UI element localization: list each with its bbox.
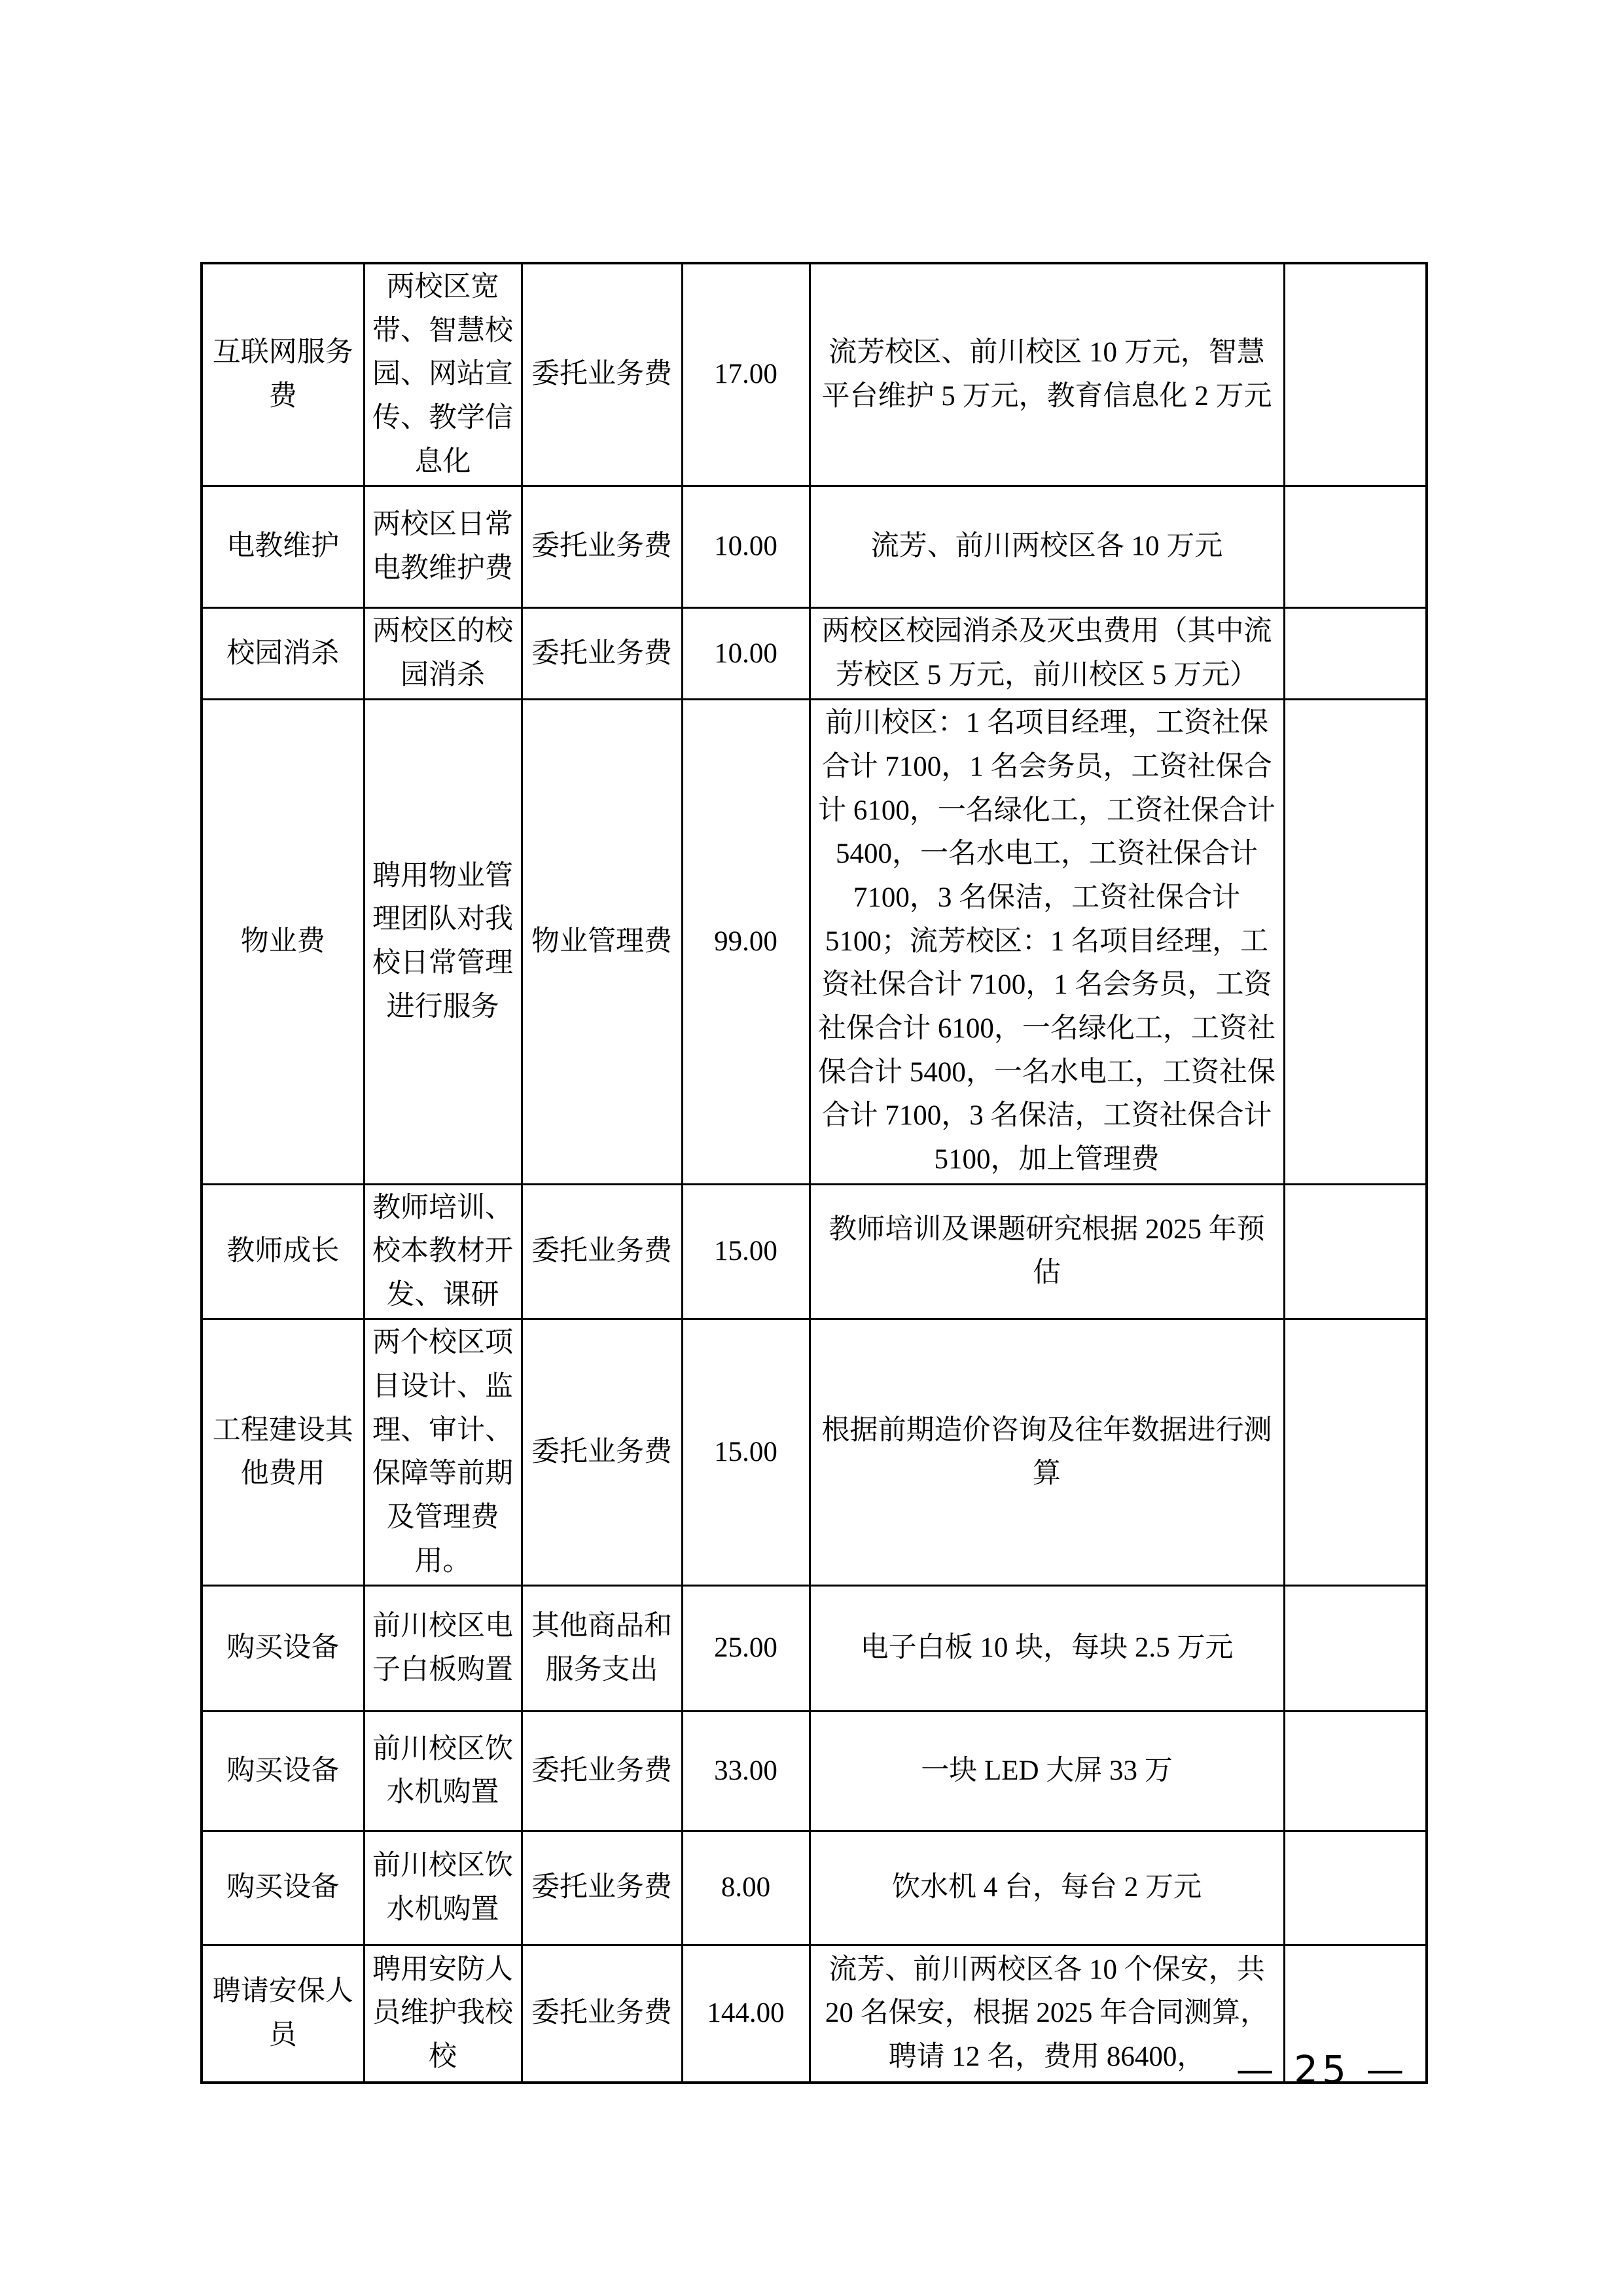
cell-item: 物业费 — [202, 700, 364, 1184]
table-row — [202, 486, 1427, 608]
table-row — [202, 263, 1427, 486]
cell-item: 互联网服务费 — [202, 263, 364, 486]
cell-category: 委托业务费 — [522, 1184, 682, 1319]
cell-note: 流芳校区、前川校区 10 万元，智慧平台维护 5 万元，教育信息化 2 万元 — [810, 263, 1284, 486]
cell-category: 委托业务费 — [522, 486, 682, 608]
cell-note: 根据前期造价咨询及往年数据进行测算 — [810, 1319, 1284, 1586]
cell-note: 前川校区：1 名项目经理，工资社保合计 7100，1 名会务员，工资社保合计 6100，一名绿化工，工资社保合计 5400，一名水电工，工资社保合计 7100，3 名保洁，工资社保合计 5100；流芳校区：1 名项目经理，工资社保合计 7100，1 名会务员，工资社保合计 6100，一名绿化工，工资社保合计 5400，一名水电工，工资社保合计 7100，3 名保洁，工资社保合计 5100，加上管理费 — [810, 700, 1284, 1184]
cell-description: 聘用物业管理团队对我校日常管理进行服务 — [364, 700, 522, 1184]
cell-item: 购买设备 — [202, 1586, 364, 1712]
cell-category: 委托业务费 — [522, 608, 682, 700]
cell-remark — [1284, 1712, 1427, 1831]
cell-description: 前川校区电子白板购置 — [364, 1586, 522, 1712]
cell-category: 委托业务费 — [522, 1945, 682, 2083]
cell-amount: 33.00 — [682, 1712, 810, 1831]
cell-item: 购买设备 — [202, 1712, 364, 1831]
cell-description: 前川校区饮水机购置 — [364, 1831, 522, 1945]
cell-category: 委托业务费 — [522, 1712, 682, 1831]
cell-amount: 17.00 — [682, 263, 810, 486]
cell-item: 教师成长 — [202, 1184, 364, 1319]
cell-item: 电教维护 — [202, 486, 364, 608]
cell-description: 聘用安防人员维护我校校 — [364, 1945, 522, 2083]
cell-amount: 25.00 — [682, 1586, 810, 1712]
table-row — [202, 608, 1427, 700]
cell-remark — [1284, 1184, 1427, 1319]
cell-description: 两个校区项目设计、监理、审计、保障等前期及管理费用。 — [364, 1319, 522, 1586]
table-row — [202, 1319, 1427, 1586]
cell-amount: 99.00 — [682, 700, 810, 1184]
cell-amount: 144.00 — [682, 1945, 810, 2083]
cell-category: 其他商品和服务支出 — [522, 1586, 682, 1712]
table-row — [202, 1712, 1427, 1831]
cell-note: 一块 LED 大屏 33 万 — [810, 1712, 1284, 1831]
cell-remark — [1284, 263, 1427, 486]
cell-note: 电子白板 10 块，每块 2.5 万元 — [810, 1586, 1284, 1712]
page-number: — 25 — — [1236, 2047, 1408, 2092]
cell-note: 饮水机 4 台，每台 2 万元 — [810, 1831, 1284, 1945]
cell-description: 两校区的校园消杀 — [364, 608, 522, 700]
cell-note: 两校区校园消杀及灭虫费用（其中流芳校区 5 万元，前川校区 5 万元） — [810, 608, 1284, 700]
cell-item: 工程建设其他费用 — [202, 1319, 364, 1586]
cell-remark — [1284, 1831, 1427, 1945]
cell-amount: 10.00 — [682, 608, 810, 700]
cell-description: 两校区宽带、智慧校园、网站宣传、教学信息化 — [364, 263, 522, 486]
cell-amount: 10.00 — [682, 486, 810, 608]
cell-description: 前川校区饮水机购置 — [364, 1712, 522, 1831]
cell-item: 购买设备 — [202, 1831, 364, 1945]
cell-remark — [1284, 1586, 1427, 1712]
budget-table — [200, 262, 1428, 2084]
cell-remark — [1284, 700, 1427, 1184]
cell-category: 物业管理费 — [522, 700, 682, 1184]
cell-description: 两校区日常电教维护费 — [364, 486, 522, 608]
table-row — [202, 1184, 1427, 1319]
cell-amount: 15.00 — [682, 1319, 810, 1586]
cell-remark — [1284, 1319, 1427, 1586]
cell-item: 校园消杀 — [202, 608, 364, 700]
cell-category: 委托业务费 — [522, 263, 682, 486]
budget-table-body — [202, 263, 1427, 2083]
table-row — [202, 1586, 1427, 1712]
cell-amount: 15.00 — [682, 1184, 810, 1319]
cell-item: 聘请安保人员 — [202, 1945, 364, 2083]
cell-note: 流芳、前川两校区各 10 万元 — [810, 486, 1284, 608]
cell-amount: 8.00 — [682, 1831, 810, 1945]
cell-note: 教师培训及课题研究根据 2025 年预估 — [810, 1184, 1284, 1319]
cell-note: 流芳、前川两校区各 10 个保安，共 20 名保安，根据 2025 年合同测算，聘请 12 名，费用 86400， — [810, 1945, 1284, 2083]
table-row — [202, 700, 1427, 1184]
cell-category: 委托业务费 — [522, 1831, 682, 1945]
cell-description: 教师培训、校本教材开发、课研 — [364, 1184, 522, 1319]
cell-category: 委托业务费 — [522, 1319, 682, 1586]
table-row — [202, 1831, 1427, 1945]
cell-remark — [1284, 608, 1427, 700]
cell-remark — [1284, 486, 1427, 608]
